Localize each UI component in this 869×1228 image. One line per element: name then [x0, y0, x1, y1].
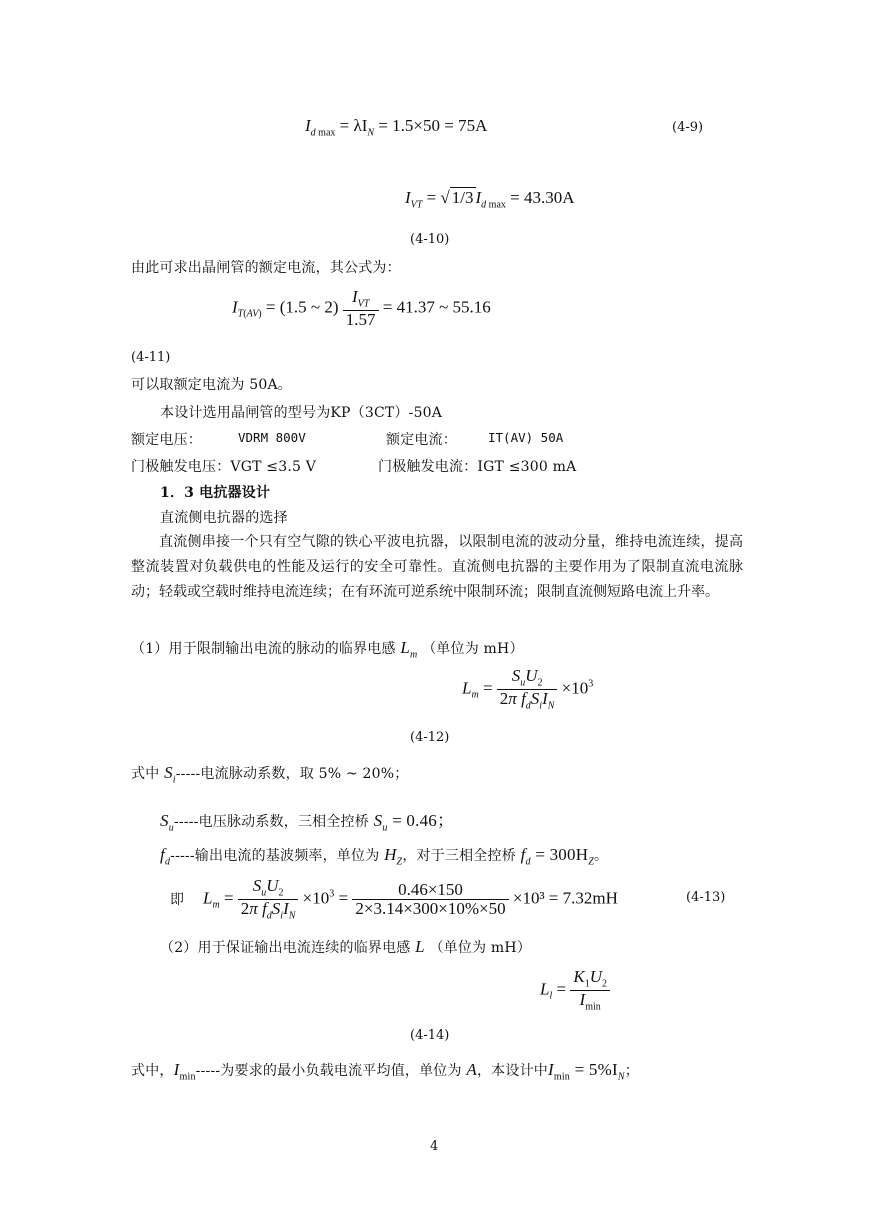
equation-label-4-14: (4-14) [410, 1028, 450, 1043]
rated-voltage-value: VDRM 800V [238, 430, 306, 445]
equation-label-4-11: (4-11) [131, 350, 171, 365]
ji-label: 即 [170, 892, 185, 908]
reactor-paragraph: 直流侧串接一个只有空气隙的铁心平波电抗器，以限制电流的波动分量，维持电流连续，提高整流装置对负载供电的性能及运行的安全可靠性。直流侧电抗器的主要作用为了限制直流电流脉动；轻载或空载时维持电流连续；在有环流可逆系统中限制环流；限制直流侧短路电流上升率。 [131, 534, 743, 600]
item-2: （2）用于保证输出电流连续的临界电感 L （单位为 mH） [160, 937, 532, 956]
gate-trigger-voltage: 门极触发电压：VGT ≤3.5 V [131, 459, 317, 475]
gate-trigger-current: 门极触发电流：IGT ≤300 mA [378, 459, 577, 475]
equation-4-11: $I_{T(AV)} = (1.5$ ~ 2) $\frac{I_{VT}}{1.57}$ = 41.37 ~ 55.16 [232, 287, 491, 329]
su-definition: $S_u-----$电压脉动系数，三相全控桥 $S_u = 0.46$； [160, 811, 455, 834]
equation-4-14: $L_l$ = $\frac{K_1U_2}{I_{min}}$ [540, 968, 610, 1013]
rated-current-choice: 可以取额定电流为 50A。 [131, 377, 292, 393]
equation-label-4-12: (4-12) [410, 730, 450, 745]
equation-4-12: $L_m$ = $\frac{S_uU_2}{2\pi f_dS_iI_N}$ $\times 10^3$ [462, 666, 594, 712]
equation-label-4-13: (4-13) [686, 890, 726, 905]
equation-4-13: $L_m$ = $\frac{S_uU_2}{2\pi f_dS_iI_N}$ $\times 10^3$ = $\frac{0.46\times 150}{2\times 3.14\times 300\times 10\%\times 50}$ ×10³ = 7.32mH [203, 876, 618, 922]
si-definition: 式中 $S_i-----$电流脉动系数，取 5% ~ 20%； [131, 763, 409, 786]
fd-definition: $f_d-----$输出电流的基波频率，单位为 $H_Z$，对于三相全控桥 $f_d = 300H_Z$。 [160, 845, 609, 868]
equation-label-4-10: (4-10) [410, 232, 450, 247]
equation-4-10: $I_{VT}$ = √ 1/3 $I_{d max} = 43.30A$ [405, 188, 575, 211]
item-1: （1）用于限制输出电流的脉动的临界电感 $L_m$ （单位为 mH） [131, 638, 524, 661]
equation-label-4-9: (4-9) [672, 120, 704, 135]
section-heading: 1．3 电抗器设计 [160, 485, 271, 501]
intro-text-4-11: 由此可求出晶闸管的额定电流，其公式为： [131, 260, 401, 276]
equation-4-9: $I_{d max} = \lambda I_N = 1.5\times 50 = 75A$ [305, 116, 488, 139]
rated-current-value: IT(AV) 50A [488, 430, 564, 445]
imin-definition: 式中，$I_{min}-----$为要求的最小负载电流平均值，单位为 A，本设计中$I_{min} = 5\%I_N$； [131, 1060, 639, 1083]
rated-current-label: 额定电流： [386, 432, 457, 448]
thyristor-model: 本设计选用晶闸管的型号为KP（3CT）-50A [160, 405, 443, 421]
subheading: 直流侧电抗器的选择 [160, 510, 288, 526]
rated-voltage-label: 额定电压： [131, 432, 202, 448]
page-number: 4 [430, 1139, 439, 1154]
